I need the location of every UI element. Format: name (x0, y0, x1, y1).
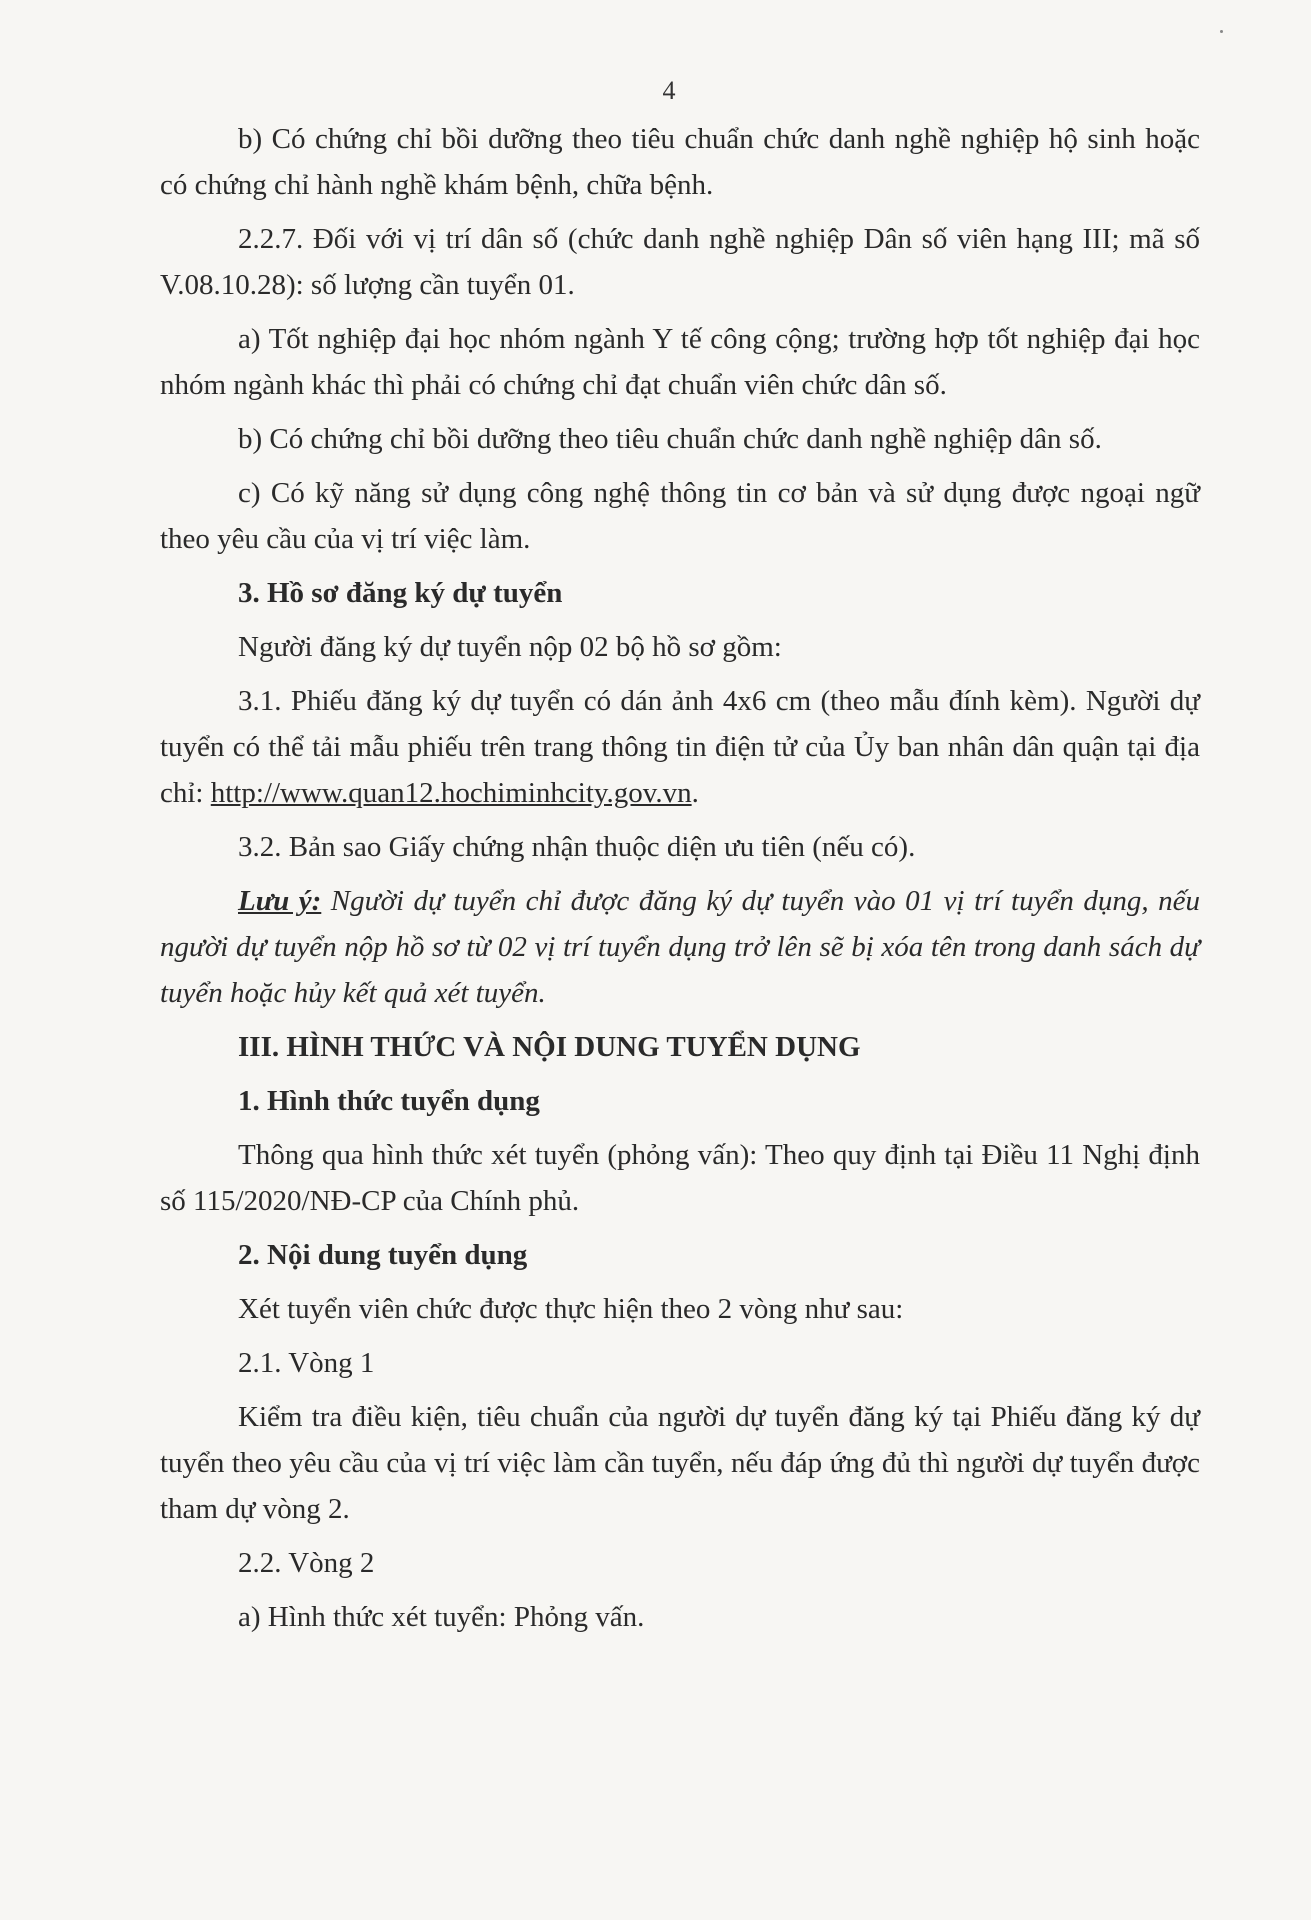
paragraph-two-rounds: Xét tuyển viên chức được thực hiện theo 2 vòng như sau: (238, 1293, 904, 1325)
paragraph-round-1-detail: Kiểm tra điều kiện, tiêu chuẩn của người dự tuyển đăng ký tại Phiếu đăng ký dự tuyển theo yêu cầu của vị trí việc làm cần tuyển, nếu đáp ứng đủ thì người dự tuyển được tham dự vòng 2. (160, 1401, 1200, 1525)
registration-form-end: . (691, 777, 699, 809)
paragraph-round-2-detail: a) Hình thức xét tuyển: Phỏng vấn. (238, 1601, 645, 1633)
paragraph-round-2-title: 2.2. Vòng 2 (238, 1547, 375, 1579)
document-body (160, 116, 1200, 1648)
paragraph-recruitment-form: Thông qua hình thức xét tuyển (phỏng vấn): Theo quy định tại Điều 11 Nghị định số 115/2020/NĐ-CP của Chính phủ. (160, 1139, 1200, 1217)
paragraph-round-1-title: 2.1. Vòng 1 (238, 1347, 375, 1379)
registration-form-text: 3.1. Phiếu đăng ký dự tuyển có dán ảnh 4x6 cm (theo mẫu đính kèm). Người dự tuyển có thể tải mẫu phiếu trên trang thông tin điện tử của Ủy ban nhân dân quận tại địa chỉ: (160, 685, 1200, 809)
paragraph-it-language-skills: c) Có kỹ năng sử dụng công nghệ thông tin cơ bản và sử dụng được ngoại ngữ theo yêu cầu của vị trí việc làm. (160, 477, 1200, 555)
heading-section-iii: III. HÌNH THỨC VÀ NỘI DUNG TUYỂN DỤNG (238, 1031, 861, 1063)
paragraph-note (160, 878, 1200, 1016)
paragraph-population-position: 2.2.7. Đối với vị trí dân số (chức danh nghề nghiệp Dân số viên hạng III; mã số V.08.10.28): số lượng cần tuyển 01. (160, 223, 1200, 301)
district-website-link[interactable]: http://www.quan12.hochiminhcity.gov.vn (210, 777, 692, 809)
heading-application-dossier: 3. Hồ sơ đăng ký dự tuyển (238, 577, 563, 609)
scan-speck (1220, 30, 1223, 33)
paragraph-priority-certificate: 3.2. Bản sao Giấy chứng nhận thuộc diện ưu tiên (nếu có). (238, 831, 916, 863)
page-number: 4 (662, 76, 676, 105)
paragraph-registration-form (160, 678, 1200, 816)
paragraph-population-degree: a) Tốt nghiệp đại học nhóm ngành Y tế công cộng; trường hợp tốt nghiệp đại học nhóm ngành khác thì phải có chứng chỉ đạt chuẩn viên chức dân số. (160, 323, 1200, 401)
paragraph-midwife-certificate: b) Có chứng chỉ bồi dưỡng theo tiêu chuẩn chức danh nghề nghiệp hộ sinh hoặc có chứng chỉ hành nghề khám bệnh, chữa bệnh. (160, 123, 1200, 201)
note-label: Lưu ý: (238, 885, 322, 917)
heading-recruitment-content: 2. Nội dung tuyển dụng (238, 1239, 528, 1271)
paragraph-population-certificate: b) Có chứng chỉ bồi dưỡng theo tiêu chuẩn chức danh nghề nghiệp dân số. (238, 423, 1102, 455)
heading-recruitment-form: 1. Hình thức tuyển dụng (238, 1085, 540, 1117)
paragraph-dossier-intro: Người đăng ký dự tuyển nộp 02 bộ hồ sơ gồm: (238, 631, 782, 663)
note-text: Người dự tuyển chỉ được đăng ký dự tuyển vào 01 vị trí tuyển dụng, nếu người dự tuyển nộp hồ sơ từ 02 vị trí tuyển dụng trở lên sẽ bị xóa tên trong danh sách dự tuyển hoặc hủy kết quả xét tuyển. (160, 885, 1201, 1009)
